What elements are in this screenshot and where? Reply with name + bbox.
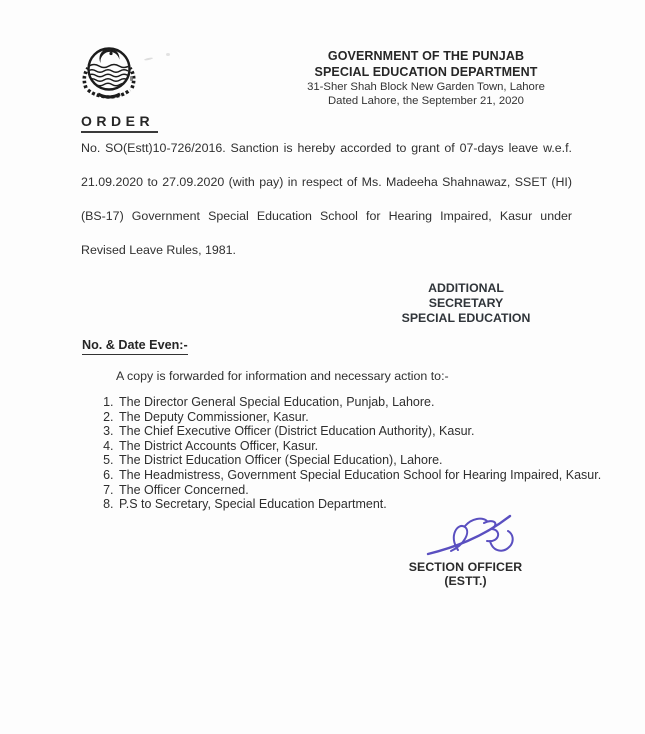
- signatory-title: SECTION OFFICER (ESTT.): [408, 560, 523, 588]
- recipient-item: 8. P.S to Secretary, Special Education Department.: [117, 497, 608, 512]
- recipient-item: 2. The Deputy Commissioner, Kasur.: [117, 410, 608, 425]
- scan-artifact: [166, 53, 170, 56]
- recipient-list: [81, 395, 608, 512]
- letter-date: Dated Lahore, the September 21, 2020: [328, 95, 524, 107]
- handwritten-signature-icon: [424, 510, 528, 560]
- government-name: GOVERNMENT OF THE PUNJAB: [327, 49, 525, 63]
- endorsement-reference-label: No. & Date Even:-: [82, 338, 188, 355]
- recipient-item: 6. The Headmistress, Government Special Education School for Hearing Impaired, Kasur.: [117, 468, 608, 483]
- recipient-item: 7. The Officer Concerned.: [117, 483, 608, 498]
- recipient-item: 3. The Chief Executive Officer (District Education Authority), Kasur.: [117, 424, 608, 439]
- letterhead: [306, 49, 546, 108]
- order-heading: ORDER: [81, 113, 158, 133]
- scan-artifact: [144, 57, 153, 61]
- forwarding-note: A copy is forwarded for information and necessary action to:-: [116, 369, 449, 383]
- punjab-government-crest-icon: [80, 44, 138, 104]
- approver-title-line2: SPECIAL EDUCATION: [401, 311, 531, 325]
- department-name: SPECIAL EDUCATION DEPARTMENT: [314, 64, 538, 79]
- approving-authority-block: [391, 281, 541, 326]
- recipient-item: 5. The District Education Officer (Special Education), Lahore.: [117, 453, 608, 468]
- recipient-item: 4. The District Accounts Officer, Kasur.: [117, 439, 608, 454]
- recipient-item: 1. The Director General Special Education, Punjab, Lahore.: [117, 395, 608, 410]
- department-address: 31-Sher Shah Block New Garden Town, Lahore: [307, 81, 545, 93]
- scan-artifact: [130, 76, 133, 81]
- order-body-paragraph: No. SO(Estt)10-726/2016. Sanction is hereby accorded to grant of 07-days leave w.e.f. 21.09.2020 to 27.09.2020 (with pay) in respect of Ms. Madeeha Shahnawaz, SSET (HI) (BS-17) Government Special Education School for Hearing Impaired, Kasur under Revised Leave Rules, 1981.: [81, 141, 572, 257]
- approver-title-line1: ADDITIONAL SECRETARY: [428, 281, 504, 310]
